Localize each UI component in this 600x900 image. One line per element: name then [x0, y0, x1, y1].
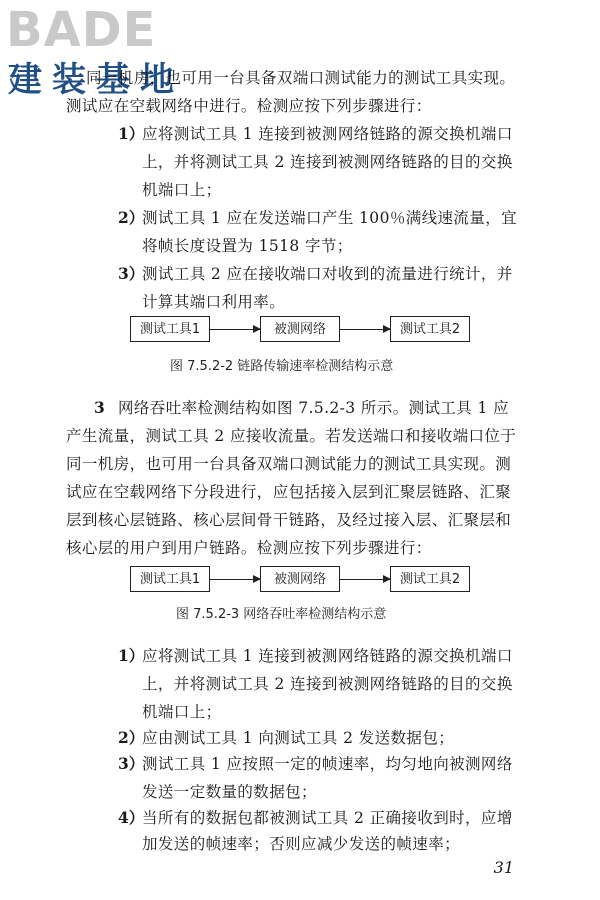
step-a3-line-2: 计算其端口利用率。 [142, 293, 286, 311]
step-b1-number: 1） [118, 646, 145, 665]
step-a2-line-2: 将帧长度设置为 1518 字节； [142, 237, 353, 255]
step-a1-line-3: 机端口上； [142, 181, 222, 199]
figure-7-5-2-2-caption: 图 7.5.2-2 链路传输速率检测结构示意 [170, 359, 394, 374]
figure-7-5-2-3-diagram [130, 566, 470, 594]
step-a1-number: 1） [118, 124, 145, 143]
section-3-line-2: 产生流量，测试工具 2 应接收流量。若发送端口和接收端口位于 [66, 427, 517, 445]
section-3-line-3: 同一机房，也可用一台具备双端口测试能力的测试工具实现。测 [66, 455, 512, 473]
fig2-box-network: 被测网络 [260, 566, 340, 592]
fig2-arrow-2 [340, 579, 390, 580]
step-b1-line-3: 机端口上； [142, 703, 222, 721]
step-b4-line-1: 当所有的数据包都被测试工具 2 正确接收到时，应增 [142, 809, 513, 827]
fig1-box-test-tool-2: 测试工具2 [390, 316, 470, 342]
step-a2-number: 2） [118, 208, 145, 227]
step-b2-line-1: 应由测试工具 1 向测试工具 2 发送数据包； [142, 729, 455, 747]
step-a3-line-1: 测试工具 2 应在接收端口对收到的流量进行统计，并 [142, 265, 513, 283]
step-a3-number: 3） [118, 264, 145, 283]
step-b1-line-1: 应将测试工具 1 连接到被测网络链路的源交换机端口 [142, 647, 513, 665]
watermark-subtitle: 建装基地 [8, 60, 184, 100]
fig2-arrow-1 [210, 579, 260, 580]
section-3-line-6: 核心层的用户到用户链路。检测应按下列步骤进行： [66, 539, 432, 557]
fig1-arrow-2 [340, 329, 390, 330]
section-3-line-5: 层到核心层链路、核心层间骨干链路，及经过接入层、汇聚层和 [66, 511, 512, 529]
step-b2-number: 2） [118, 728, 145, 747]
watermark-logo: BADE [6, 2, 157, 58]
section-3-number: 3 [94, 398, 105, 417]
step-b4-number: 4） [118, 808, 145, 827]
figure-7-5-2-3-caption: 图 7.5.2-3 网络吞吐率检测结构示意 [176, 607, 387, 622]
page-number: 31 [493, 858, 514, 877]
fig1-arrow-1 [210, 329, 260, 330]
step-a1-line-2: 上，并将测试工具 2 连接到被测网络链路的目的交换 [142, 153, 513, 171]
fig1-box-test-tool-1: 测试工具1 [130, 316, 210, 342]
step-b3-number: 3） [118, 754, 145, 773]
fig1-box-network: 被测网络 [260, 316, 340, 342]
figure-7-5-2-2-diagram [130, 316, 470, 344]
fig2-box-test-tool-2: 测试工具2 [390, 566, 470, 592]
intro-line-1: 同一机房，也可用一台具备双端口测试能力的测试工具实现。 [86, 69, 516, 87]
section-3-line-1: 网络吞吐率检测结构如图 7.5.2-3 所示。测试工具 1 应 [118, 399, 510, 417]
intro-line-2: 测试应在空载网络中进行。检测应按下列步骤进行： [66, 97, 432, 115]
fig2-box-test-tool-1: 测试工具1 [130, 566, 210, 592]
section-3-line-4: 试应在空载网络下分段进行，应包括接入层到汇聚层链路、汇聚 [66, 483, 512, 501]
step-b3-line-2: 发送一定数量的数据包； [142, 783, 317, 801]
step-a2-line-1: 测试工具 1 应在发送端口产生 100％满线速流量，宜 [142, 209, 518, 227]
step-b3-line-1: 测试工具 1 应按照一定的帧速率，均匀地向被测网络 [142, 755, 513, 773]
step-b1-line-2: 上，并将测试工具 2 连接到被测网络链路的目的交换 [142, 675, 513, 693]
step-b4-line-2: 加发送的帧速率；否则应减少发送的帧速率； [142, 835, 461, 853]
step-a1-line-1: 应将测试工具 1 连接到被测网络链路的源交换机端口 [142, 125, 513, 143]
